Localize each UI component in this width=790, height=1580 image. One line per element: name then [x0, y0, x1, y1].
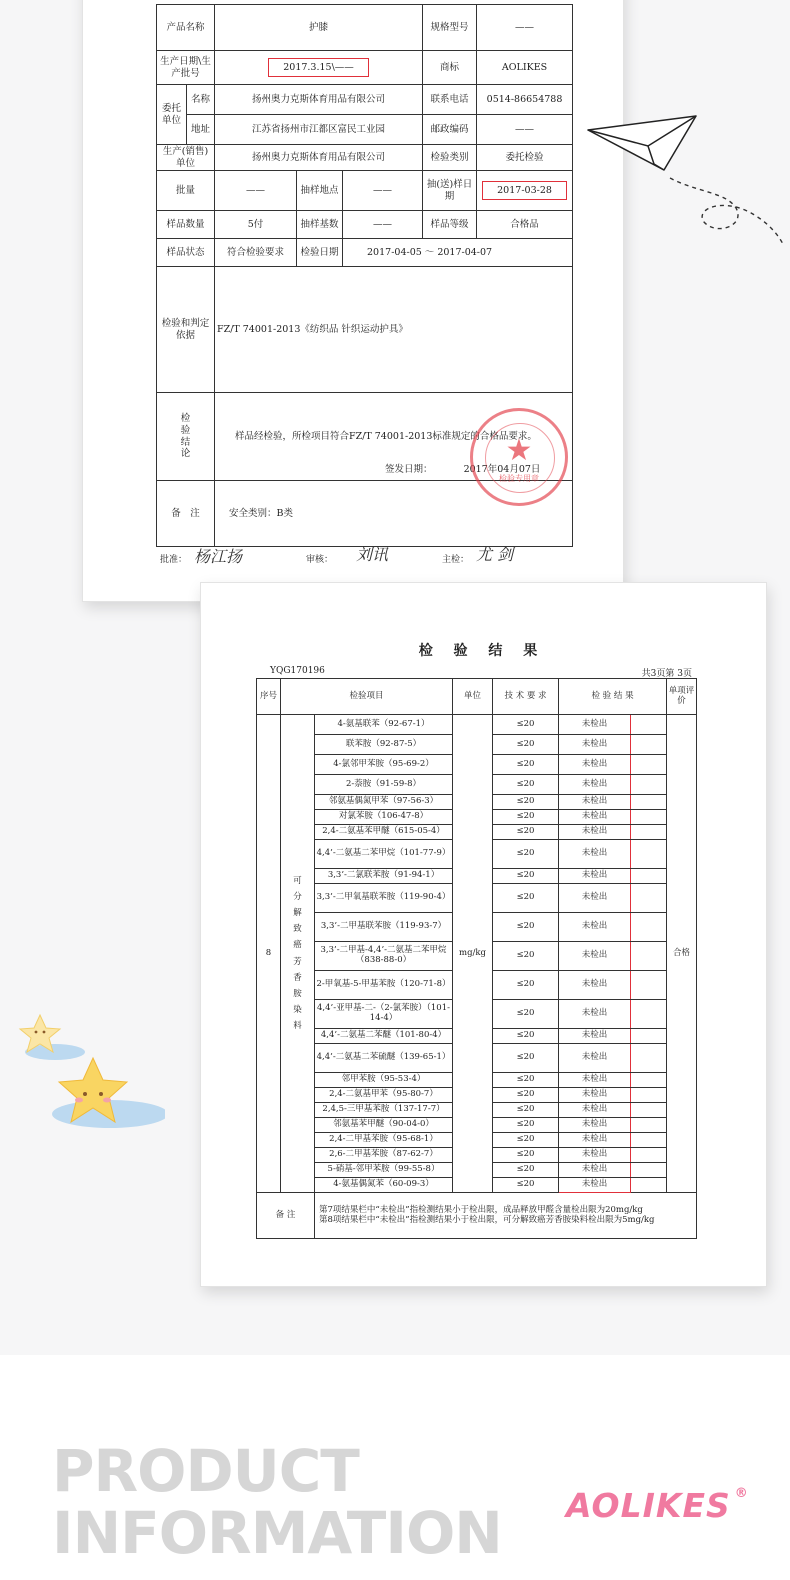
sample-qty-value: 5付: [215, 211, 297, 239]
test-item-result: 未检出: [559, 1044, 631, 1073]
test-item-requirement: ≤20: [493, 810, 559, 825]
test-item-name: 4-氯邻甲苯胺（95-69-2）: [315, 755, 453, 775]
test-item-name: 2-萘胺（91-59-8）: [315, 775, 453, 795]
result-spacer-cell: [631, 1044, 667, 1073]
test-item-name: 2,6-二甲基苯胺（87-62-7）: [315, 1148, 453, 1163]
trademark-value: AOLIKES: [477, 51, 573, 85]
test-item-requirement: ≤20: [493, 1088, 559, 1103]
test-item-requirement: ≤20: [493, 1148, 559, 1163]
result-spacer-cell: [631, 971, 667, 1000]
test-item-name: 2-甲氧基-5-甲基苯胺（120-71-8）: [315, 971, 453, 1000]
test-item-name: 5-硝基-邻甲苯胺（99-55-8）: [315, 1163, 453, 1178]
sample-grade-value: 合格品: [477, 211, 573, 239]
test-item-name: 3,3’-二甲基-4,4’-二氨基二苯甲烷（838-88-0）: [315, 942, 453, 971]
conclusion-label: [157, 393, 215, 481]
conclusion-text: 样品经检验，所检项目符合FZ/T 74001-2013标准规定的合格品要求。: [235, 430, 537, 442]
test-item-name: 对氯苯胺（106-47-8）: [315, 810, 453, 825]
sampling-base-value: ——: [343, 211, 423, 239]
inspector-label: 主检：: [442, 555, 470, 565]
test-item-result: 未检出: [559, 913, 631, 942]
result-spacer-cell: [631, 1148, 667, 1163]
test-item-result: 未检出: [559, 715, 631, 735]
report-number: YQG170196: [270, 666, 325, 676]
test-item-result: 未检出: [559, 840, 631, 869]
test-item-name: 2,4-二氨基苯甲醚（615-05-4）: [315, 825, 453, 840]
test-item-requirement: ≤20: [493, 1073, 559, 1088]
producer-value: 扬州奥力克斯体育用品有限公司: [215, 145, 423, 171]
product-name-value: 护膝: [215, 5, 423, 51]
test-item-result: 未检出: [559, 795, 631, 810]
test-item-requirement: ≤20: [493, 1133, 559, 1148]
star-cloud-decoration: [15, 1010, 165, 1140]
test-item-requirement: ≤20: [493, 755, 559, 775]
product-name-label: 产品名称: [157, 5, 215, 51]
result-spacer-cell: [631, 1073, 667, 1088]
phone-label: 联系电话: [423, 85, 477, 115]
remark-line: 第8项结果栏中“未检出”指检测结果小于检出限，可分解致癌芳香胺染料检出限为5mg/kg: [319, 1214, 655, 1225]
results-title: 检 验 结 果: [418, 643, 546, 659]
result-spacer-cell: [631, 810, 667, 825]
group-name-char: 胺: [293, 988, 302, 999]
test-item-name: 4,4’-二氨基二苯甲烷（101-77-9）: [315, 840, 453, 869]
conclusion-label-char: 检: [180, 412, 191, 424]
sampling-place-label: 抽样地点: [297, 171, 343, 211]
test-item-requirement: ≤20: [493, 1178, 559, 1193]
group-name-char: 料: [293, 1021, 302, 1032]
test-item-name: 4,4’-二氨基二苯硫醚（139-65-1）: [315, 1044, 453, 1073]
trademark-label: 商标: [423, 51, 477, 85]
sample-grade-label: 样品等级: [423, 211, 477, 239]
result-spacer-cell: [631, 1163, 667, 1178]
issue-date-label: 签发日期：: [385, 464, 433, 476]
production-date-label: 生产日期\生产批号: [157, 51, 215, 85]
test-item-requirement: ≤20: [493, 840, 559, 869]
test-item-requirement: ≤20: [493, 971, 559, 1000]
result-spacer-cell: [631, 884, 667, 913]
test-item-result: 未检出: [559, 1163, 631, 1178]
test-date-label: 检验日期: [297, 239, 343, 267]
test-item-name: 3,3’-二甲氧基联苯胺（119-90-4）: [315, 884, 453, 913]
test-item-result: 未检出: [559, 1088, 631, 1103]
test-item-result: 未检出: [559, 1118, 631, 1133]
result-spacer-cell: [631, 755, 667, 775]
test-item-requirement: ≤20: [493, 715, 559, 735]
sample-state-value: 符合检验要求: [215, 239, 297, 267]
conclusion-label-char: 论: [180, 448, 191, 460]
group-seq: 8: [257, 715, 281, 1193]
group-name-char: 芳: [293, 956, 302, 967]
client-address-value: 江苏省扬州市江都区富民工业园: [215, 115, 423, 145]
test-item-result: 未检出: [559, 971, 631, 1000]
test-item-requirement: ≤20: [493, 1118, 559, 1133]
test-item-result: 未检出: [559, 810, 631, 825]
group-name-char: 致: [293, 924, 302, 935]
group-name-char: 癌: [293, 940, 302, 951]
group-verdict: 合格: [667, 715, 697, 1193]
sample-date-value: 2017-03-28: [482, 181, 567, 201]
basis-label: 检验和判定依据: [157, 267, 215, 393]
batch-value: ——: [215, 171, 297, 211]
test-item-requirement: ≤20: [493, 795, 559, 810]
results-table: [256, 678, 697, 1239]
result-spacer-cell: [631, 1029, 667, 1044]
test-item-name: 4-氨基联苯（92-67-1）: [315, 715, 453, 735]
test-item-result: 未检出: [559, 825, 631, 840]
group-name-char: 染: [293, 1004, 302, 1015]
postcode-value: ——: [477, 115, 573, 145]
result-spacer-cell: [631, 1088, 667, 1103]
remark-line: 第7项结果栏中“未检出”指检测结果小于检出限，成品释放甲醛含量检出限为20mg/kg: [319, 1204, 643, 1215]
approver-signature: 杨江扬: [194, 547, 243, 566]
results-remark: [315, 1193, 697, 1239]
test-item-requirement: ≤20: [493, 735, 559, 755]
result-spacer-cell: [631, 1103, 667, 1118]
producer-label: 生产(销售)单位: [157, 145, 215, 171]
inspector-signature: 尤 剑: [476, 545, 514, 564]
batch-label: 批量: [157, 171, 215, 211]
test-item-name: 4,4’-二氨基二苯醚（101-80-4）: [315, 1029, 453, 1044]
test-item-result: 未检出: [559, 1133, 631, 1148]
approver-label: 批准：: [160, 555, 188, 565]
test-item-result: 未检出: [559, 1103, 631, 1118]
test-item-name: 2,4-二氨基甲苯（95-80-7）: [315, 1088, 453, 1103]
test-date-value: 2017-04-05 ～ 2017-04-07: [343, 239, 573, 267]
results-remark-label: 备 注: [257, 1193, 315, 1239]
basis-value: FZ/T 74001-2013《纺织品 针织运动护具》: [215, 267, 573, 393]
test-item-name: 4,4’-亚甲基-二-（2-氯苯胺）（101-14-4）: [315, 1000, 453, 1029]
test-item-requirement: ≤20: [493, 869, 559, 884]
test-item-requirement: ≤20: [493, 1103, 559, 1118]
inspection-type-label: 检验类别: [423, 145, 477, 171]
client-address-label: 地址: [187, 115, 215, 145]
test-item-name: 2,4,5-三甲基苯胺（137-17-7）: [315, 1103, 453, 1118]
test-item-result: 未检出: [559, 1000, 631, 1029]
official-seal: [470, 408, 568, 506]
header-item: 检验项目: [281, 679, 453, 715]
remark-label: 备 注: [157, 481, 215, 547]
header-verdict: 单项评价: [667, 679, 697, 715]
reviewer-signature: 刘讯: [356, 545, 389, 564]
table-row: [257, 715, 697, 735]
result-spacer-cell: [631, 775, 667, 795]
result-spacer-cell: [631, 869, 667, 884]
product-information-heading: [52, 1437, 502, 1567]
test-item-name: 联苯胺（92-87-5）: [315, 735, 453, 755]
result-spacer-cell: [631, 840, 667, 869]
test-item-result: 未检出: [559, 942, 631, 971]
test-item-requirement: ≤20: [493, 1163, 559, 1178]
test-item-requirement: ≤20: [493, 1000, 559, 1029]
result-spacer-cell: [631, 795, 667, 810]
brand-logo: [566, 1486, 749, 1525]
test-item-requirement: ≤20: [493, 913, 559, 942]
header-result: 检 验 结 果: [559, 679, 667, 715]
seal-text: 检验专用章: [499, 474, 539, 483]
group-name: [281, 715, 315, 1193]
sampling-base-label: 抽样基数: [297, 211, 343, 239]
group-unit: mg/kg: [453, 715, 493, 1193]
remark-value: 安全类别：B类: [215, 481, 573, 547]
test-item-requirement: ≤20: [493, 825, 559, 840]
seal-star-icon: ★: [505, 433, 533, 468]
sample-qty-label: 样品数量: [157, 211, 215, 239]
test-item-result: 未检出: [559, 869, 631, 884]
postcode-label: 邮政编码: [423, 115, 477, 145]
test-item-name: 邻甲苯胺（95-53-4）: [315, 1073, 453, 1088]
inspection-type-value: 委托检验: [477, 145, 573, 171]
header-seq: 序号: [257, 679, 281, 715]
test-item-name: 邻氨基偶氮甲苯（97-56-3）: [315, 795, 453, 810]
test-item-requirement: ≤20: [493, 1044, 559, 1073]
test-item-name: 2,4-二甲基苯胺（95-68-1）: [315, 1133, 453, 1148]
result-spacer-cell: [631, 942, 667, 971]
brand-name: AOLIKES: [566, 1486, 731, 1525]
test-item-name: 3,3’-二甲基联苯胺（119-93-7）: [315, 913, 453, 942]
group-name-char: 可: [293, 875, 302, 886]
client-name-value: 扬州奥力克斯体育用品有限公司: [215, 85, 423, 115]
test-item-requirement: ≤20: [493, 884, 559, 913]
test-item-name: 3,3’-二氯联苯胺（91-94-1）: [315, 869, 453, 884]
client-label: 委托单位: [157, 85, 187, 145]
paper-plane-icon: [586, 112, 786, 252]
client-name-label: 名称: [187, 85, 215, 115]
group-name-char: 香: [293, 972, 302, 983]
result-spacer-cell: [631, 715, 667, 735]
result-spacer-cell: [631, 913, 667, 942]
result-spacer-cell: [631, 1118, 667, 1133]
test-item-requirement: ≤20: [493, 775, 559, 795]
test-item-result: 未检出: [559, 775, 631, 795]
heading-line-1: PRODUCT: [52, 1437, 359, 1505]
result-spacer-cell: [631, 735, 667, 755]
test-item-result: 未检出: [559, 1029, 631, 1044]
results-body: [257, 715, 697, 1193]
page-info: 共3页第 3页: [641, 669, 692, 679]
model-value: ——: [477, 5, 573, 51]
test-item-requirement: ≤20: [493, 942, 559, 971]
sample-date-cell: [477, 171, 573, 211]
result-spacer-cell: [631, 825, 667, 840]
heading-line-2: INFORMATION: [52, 1499, 502, 1567]
sample-date-label: 抽(送)样日期: [423, 171, 477, 211]
registered-mark: ®: [734, 1486, 749, 1501]
test-item-name: 邻氨基苯甲醚（90-04-0）: [315, 1118, 453, 1133]
result-spacer-cell: [631, 1178, 667, 1193]
inspection-report-page-3: [222, 606, 742, 1262]
test-item-result: 未检出: [559, 735, 631, 755]
production-date-value: 2017.3.15\——: [268, 58, 369, 78]
test-item-result: 未检出: [559, 1148, 631, 1163]
result-spacer-cell: [631, 1133, 667, 1148]
issue-date-value: 2017年04月07日: [463, 464, 541, 476]
test-item-requirement: ≤20: [493, 1029, 559, 1044]
conclusion-label-char: 验: [180, 424, 191, 436]
group-name-char: 分: [293, 891, 302, 902]
result-spacer-cell: [631, 1000, 667, 1029]
phone-value: 0514-86654788: [477, 85, 573, 115]
test-item-result: 未检出: [559, 1073, 631, 1088]
inspection-report-page-1: [100, 0, 605, 578]
sampling-place-value: ——: [343, 171, 423, 211]
group-name-char: 解: [293, 908, 302, 919]
test-item-name: 4-氨基偶氮苯（60-09-3）: [315, 1178, 453, 1193]
model-label: 规格型号: [423, 5, 477, 51]
header-unit: 单位: [453, 679, 493, 715]
sample-state-label: 样品状态: [157, 239, 215, 267]
reviewer-label: 审核：: [306, 555, 334, 565]
conclusion-label-char: 结: [180, 436, 191, 448]
test-item-result: 未检出: [559, 884, 631, 913]
test-item-result: 未检出: [559, 755, 631, 775]
production-date-cell: [215, 51, 423, 85]
header-requirement: 技 术 要 求: [493, 679, 559, 715]
test-item-result: 未检出: [559, 1178, 631, 1193]
